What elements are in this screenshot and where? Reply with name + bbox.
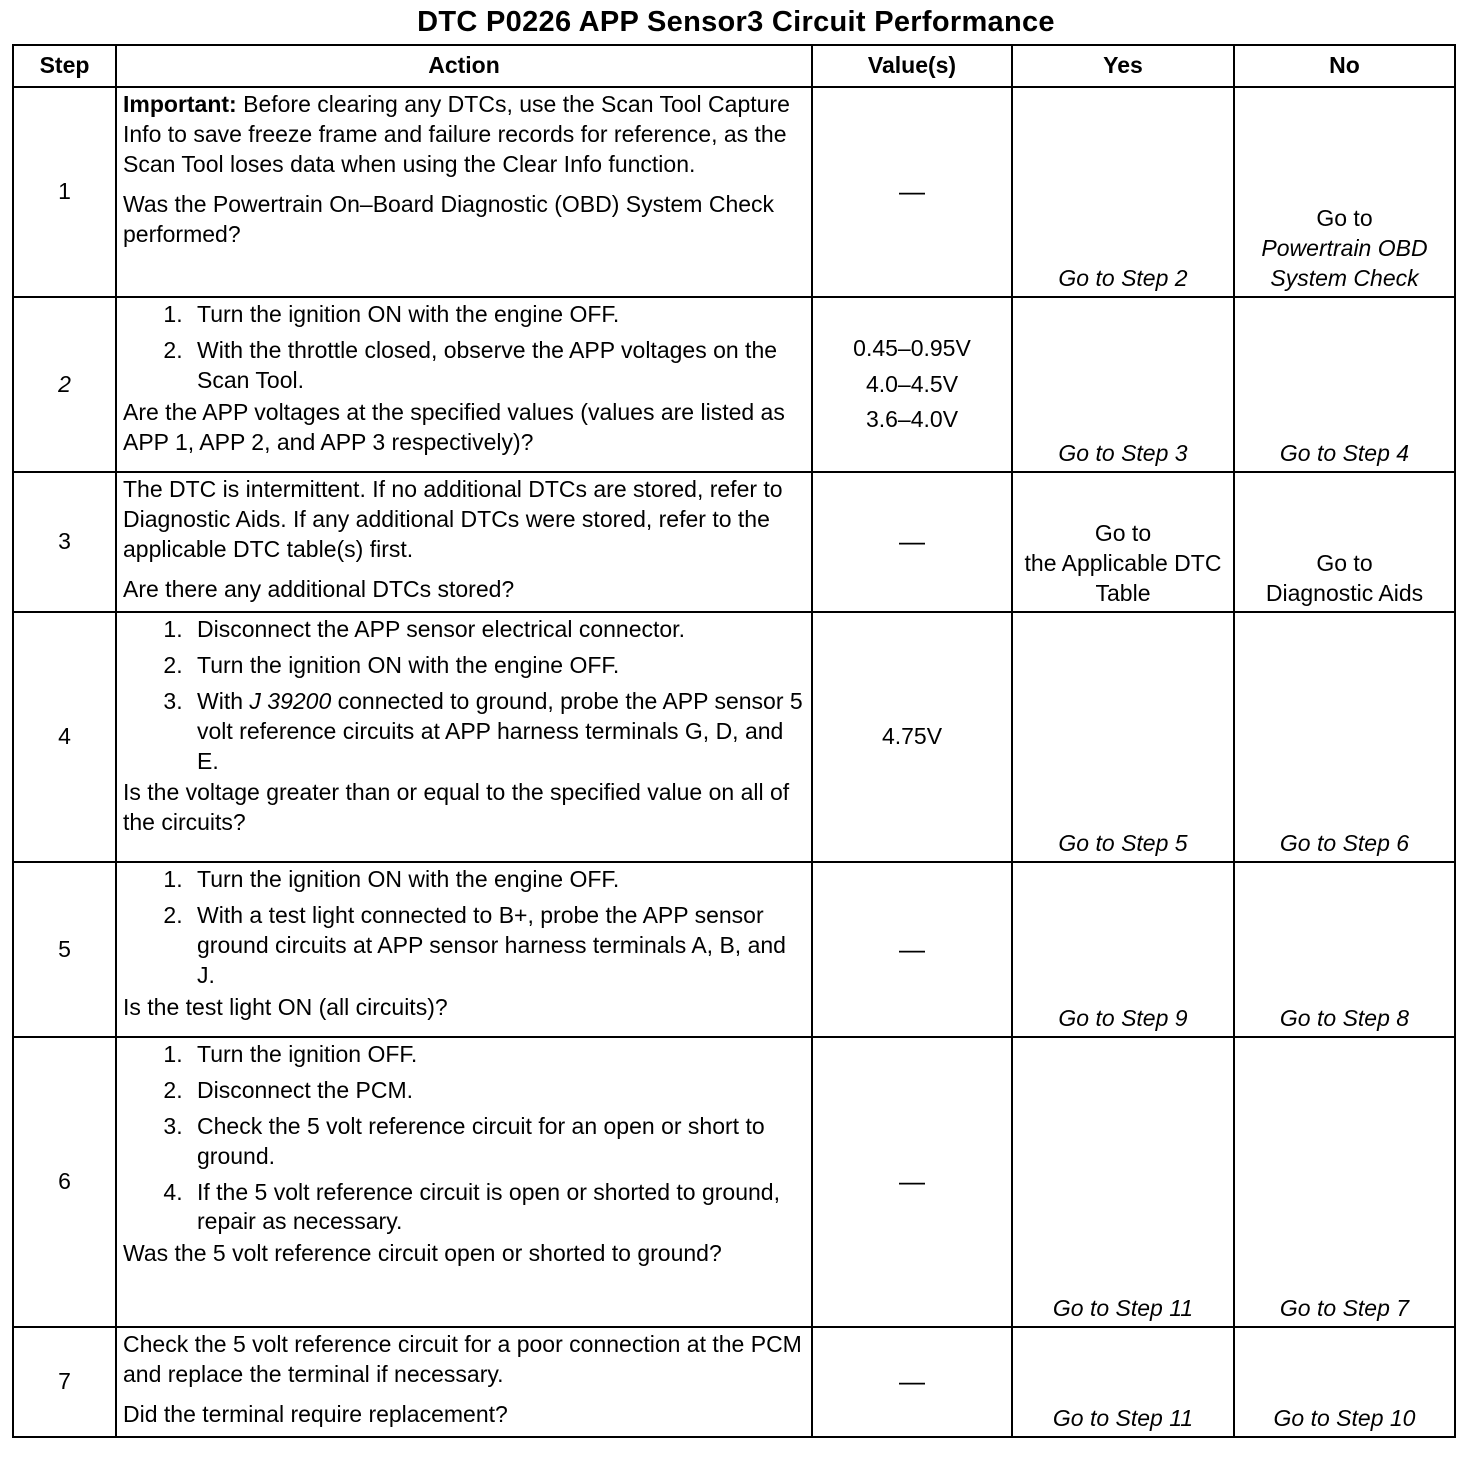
yes-cell: Go to Step 9 (1012, 862, 1234, 1037)
procedure-list (123, 615, 805, 776)
procedure-item: 4. If the 5 volt reference circuit is open or shorted to ground, repair as necessary. (189, 1178, 805, 1238)
step-number: 1 (13, 87, 116, 297)
yes-cell: Go to Step 2 (1012, 87, 1234, 297)
procedure-item: 3. Check the 5 volt reference circuit for an open or short to ground. (189, 1112, 805, 1172)
step-number: 7 (13, 1327, 116, 1437)
header-values: Value(s) (812, 45, 1012, 87)
no-goto: Go to (1316, 205, 1373, 232)
procedure-item: 2. Turn the ignition ON with the engine OFF. (189, 651, 805, 681)
no-cell (1234, 87, 1455, 297)
procedure-item: 2. With a test light connected to B+, probe the APP sensor ground circuits at APP sensor harness terminals A, B, and J. (189, 901, 805, 991)
no-cell: Go to Step 8 (1234, 862, 1455, 1037)
procedure-item: 2. With the throttle closed, observe the APP voltages on the Scan Tool. (189, 336, 805, 396)
diagnostic-table (12, 44, 1456, 1438)
question-text: Are the APP voltages at the specified values (values are listed as APP 1, APP 2, and APP 3 respectively)? (123, 398, 785, 455)
step-number: 4 (13, 612, 116, 862)
question-text: Are there any additional DTCs stored? (123, 575, 515, 602)
procedure-item (189, 687, 805, 777)
procedure-list (123, 300, 805, 396)
action-text: The DTC is intermittent. If no additional DTCs are stored, refer to Diagnostic Aids. If any additional DTCs were stored, refer to the applicable DTC table(s) first. (123, 476, 783, 562)
header-no: No (1234, 45, 1455, 87)
question-text: Did the terminal require replacement? (123, 1400, 508, 1427)
action-cell (116, 1037, 812, 1327)
no-cell: Go to Step 10 (1234, 1327, 1455, 1437)
action-cell (116, 297, 812, 472)
value-text: 4.75V (881, 723, 943, 750)
procedure-item: 1. Turn the ignition OFF. (189, 1040, 805, 1070)
procedure-item-text: connected to ground, probe the APP sensor 5 volt reference circuits at APP harness terminals G, D, and E. (197, 687, 803, 774)
procedure-list (123, 865, 805, 991)
value-app1: 0.45–0.95V (853, 334, 971, 361)
procedure-item: 1. Turn the ignition ON with the engine OFF. (189, 865, 805, 895)
step-number: 2 (13, 297, 116, 472)
action-cell (116, 862, 812, 1037)
value-text: — (899, 1166, 925, 1197)
table-row-step-4 (13, 612, 1455, 862)
procedure-item-text: With (197, 687, 250, 714)
table-row-step-1 (13, 87, 1455, 297)
action-cell (116, 1327, 812, 1437)
procedure-item: 2. Disconnect the PCM. (189, 1076, 805, 1106)
no-cell: Go to Step 6 (1234, 612, 1455, 862)
value-cell (812, 862, 1012, 1037)
value-app3: 3.6–4.0V (865, 406, 959, 433)
yes-cell: Go to Step 3 (1012, 297, 1234, 472)
yes-cell: Go to Step 11 (1012, 1037, 1234, 1327)
question-text: Was the 5 volt reference circuit open or shorted to ground? (123, 1240, 722, 1267)
value-cell (812, 612, 1012, 862)
header-step: Step (13, 45, 116, 87)
action-text: Check the 5 volt reference circuit for a poor connection at the PCM and replace the terminal if necessary. (123, 1331, 802, 1387)
no-goto: Go to (1316, 550, 1373, 577)
procedure-list (123, 1040, 805, 1237)
value-app2: 4.0–4.5V (865, 370, 959, 397)
no-cell (1234, 472, 1455, 612)
value-cell (812, 297, 1012, 472)
question-text: Is the voltage greater than or equal to the specified value on all of the circuits? (123, 779, 790, 836)
table-row-step-5 (13, 862, 1455, 1037)
important-label: Important: (123, 91, 237, 117)
value-text: — (899, 526, 925, 557)
action-cell (116, 472, 812, 612)
step-number: 6 (13, 1037, 116, 1327)
value-cell (812, 87, 1012, 297)
table-row-step-3 (13, 472, 1455, 612)
yes-target: the Applicable DTC Table (1024, 550, 1222, 607)
question-text: Was the Powertrain On–Board Diagnostic (OBD) System Check performed? (123, 190, 775, 247)
value-cell (812, 1037, 1012, 1327)
table-row-step-6 (13, 1037, 1455, 1327)
yes-cell: Go to Step 5 (1012, 612, 1234, 862)
header-yes: Yes (1012, 45, 1234, 87)
yes-cell: Go to Step 11 (1012, 1327, 1234, 1437)
procedure-item: 1. Turn the ignition ON with the engine OFF. (189, 300, 805, 330)
table-row-step-2 (13, 297, 1455, 472)
page-title: DTC P0226 APP Sensor3 Circuit Performance (417, 6, 1055, 38)
important-text: Before clearing any DTCs, use the Scan Tool Capture Info to save freeze frame and failure records for reference, as the Scan Tool loses data when using the Clear Info function. (123, 91, 790, 177)
step-number: 5 (13, 862, 116, 1037)
tool-reference: J 39200 (249, 687, 332, 714)
table-row-step-7 (13, 1327, 1455, 1437)
value-text: — (899, 176, 925, 207)
action-cell (116, 612, 812, 862)
value-text: — (899, 933, 925, 964)
yes-goto: Go to (1094, 520, 1152, 547)
no-target: Powertrain OBD System Check (1261, 235, 1428, 292)
header-row (13, 45, 1455, 87)
value-cell (812, 1327, 1012, 1437)
yes-cell (1012, 472, 1234, 612)
no-target: Diagnostic Aids (1265, 580, 1424, 607)
value-text: — (899, 1366, 925, 1397)
procedure-item: 1. Disconnect the APP sensor electrical connector. (189, 615, 805, 645)
question-text: Is the test light ON (all circuits)? (123, 993, 448, 1020)
no-cell: Go to Step 7 (1234, 1037, 1455, 1327)
step-number: 3 (13, 472, 116, 612)
no-cell: Go to Step 4 (1234, 297, 1455, 472)
header-action: Action (116, 45, 812, 87)
important-note (123, 90, 805, 180)
value-cell (812, 472, 1012, 612)
action-cell (116, 87, 812, 297)
